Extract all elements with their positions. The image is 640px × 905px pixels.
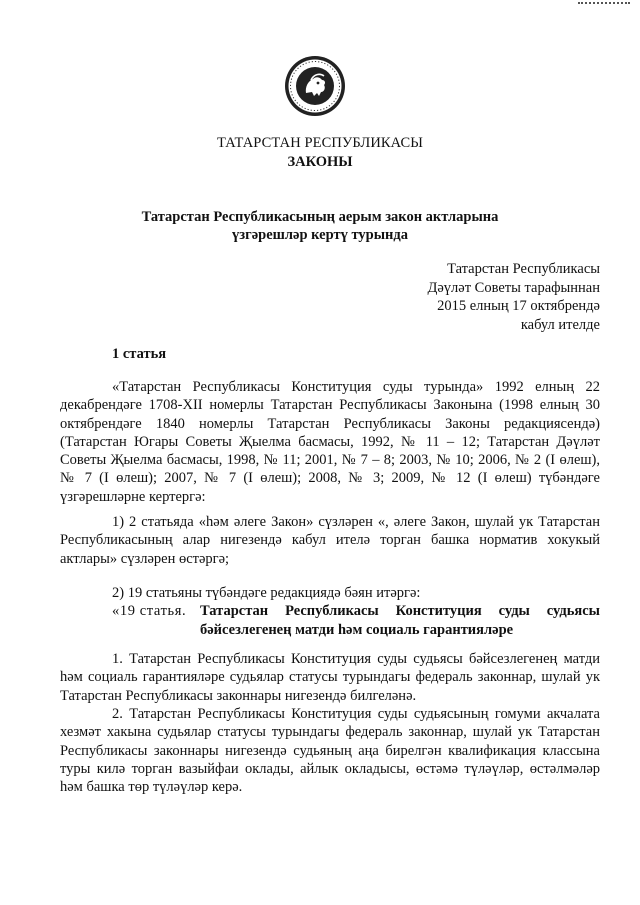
republic-name: ТАТАРСТАН РЕСПУБЛИКАСЫ — [216, 135, 424, 151]
amendment-item-1: 1) 2 статьяда «һәм әлеге Закон» сүзләрен «, әлеге Закон, шулай ук Татарстан Республикасының алар нигезендә кабул ителә торган башка норматив хокукый актлары» сүзләрен өстәргә; — [60, 514, 600, 567]
adoption-line-4: кабул ителде — [520, 316, 600, 333]
article-19-paragraph-1: 1. Татарстан Республикасы Конституция суды судьясы бәйсезлегенең матди һәм социаль гарантияләре судьялар статусы турындагы федераль законнар, шулай ук Татарстан Республикасы законнары нигезендә билгеләнә. — [60, 651, 600, 704]
adoption-line-3: 2015 елның 17 октябрендә — [437, 298, 600, 314]
article-19-heading — [112, 602, 600, 639]
article-19-paragraph-2: 2. Татарстан Республикасы Конституция суды судьясының гомуми акчалата хезмәт хакына судьялар статусы турындагы федераль законнар, шулай ук Татарстан Республикасы законнары нигезендә судьяның аңа бирелгән квалификация классына туры килә торган вазыйфаи оклады, айлык окладысы, өстәмә түләүләр, өстәлмәләр һәм башка төр түләүләр керә. — [60, 706, 600, 796]
law-title-line-1: Татарстан Республикасының аерым закон актларына — [141, 209, 499, 225]
adoption-line-2: Дәүләт Советы тарафыннан — [427, 279, 600, 296]
article-19-label: «19 статья. — [112, 603, 187, 619]
adoption-line-1: Татарстан Республикасы — [447, 261, 600, 277]
article-1-heading: 1 статья — [112, 346, 167, 362]
tatarstan-emblem-icon — [284, 55, 346, 117]
header-block — [0, 134, 640, 172]
article-19-title: Татарстан Республикасы Конституция суды судьясы бәйсезлегенең матди һәм социаль гарантияләре — [200, 603, 600, 638]
article-1-intro-paragraph: «Татарстан Республикасы Конституция суды турында» 1992 елның 22 декабрендәге 1708-XII номерлы Татарстан Республикасы Законына (1998 елның 30 октябрендәге 1840 номерлы Татарстан Республикасы Законы редакциясендә) (Татарстан Югары Советы Җыелма басмасы, 1992, № 11 – 12; Татарстан Дәүләт Советы Җыелма басмасы, 1998, № 11; 2001, № 7 – 8; 2003, № 10; 2006, № 2 (I өлеш), № 7 (I өлеш); 2007, № 7 (I өлеш); 2008, № 3; 2009, № 12 (I өлеш) түбәндәге үзгәрешләрне кертергә: — [60, 379, 600, 505]
amendment-item-2: 2) 19 статьяны түбәндәге редакциядә бәян итәргә: — [112, 585, 421, 601]
scan-corner-mark — [578, 2, 630, 7]
adoption-note — [427, 260, 600, 334]
law-title-line-2: үзгәрешләр кертү турында — [232, 227, 408, 243]
law-title — [0, 208, 640, 244]
law-label: ЗАКОНЫ — [287, 154, 353, 170]
